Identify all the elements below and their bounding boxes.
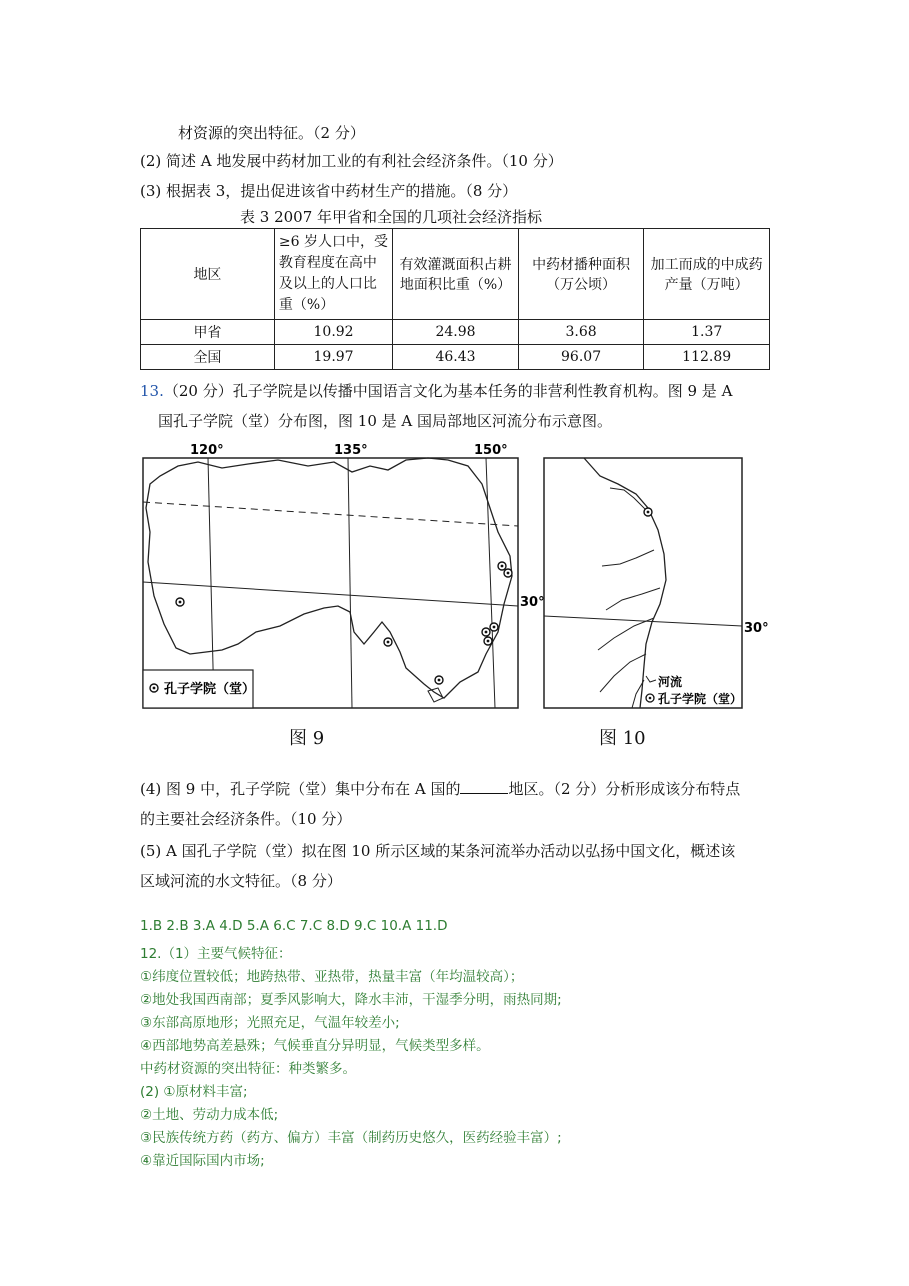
table-cell: 24.98 [393, 320, 519, 345]
figure-9-map [138, 436, 545, 716]
table-cell: 112.89 [644, 345, 770, 370]
table-cell: 1.37 [644, 320, 770, 345]
table-header-cell: 加工而成的中成药产量（万吨） [644, 229, 770, 320]
answer-line: ②土地、劳动力成本低; [140, 1107, 279, 1123]
answer-line: ④西部地势高差悬殊；气候垂直分异明显，气候类型多样。 [140, 1038, 490, 1054]
table-header-cell: 中药材播种面积（万公顷） [518, 229, 644, 320]
legend-institute: 孔子学院（堂） [164, 682, 256, 697]
question-13-line: 国孔子学院（堂）分布图，图 10 是 A 国局部地区河流分布示意图。 [158, 412, 612, 430]
figure-10-caption: 图 10 [599, 728, 646, 749]
answer-line: ②地处我国西南部；夏季风影响大，降水丰沛，干湿季分明，雨热同期; [140, 992, 562, 1008]
latitude-label: 30° [744, 621, 769, 636]
table-row [141, 345, 770, 370]
table-caption: 表 3 2007 年甲省和全国的几项社会经济指标 [240, 208, 543, 226]
table-cell: 46.43 [393, 345, 519, 370]
table-cell: 10.92 [274, 320, 392, 345]
table-cell: 甲省 [141, 320, 275, 345]
legend-institute: 孔子学院（堂） [658, 692, 743, 706]
legend-river: 河流 [658, 675, 683, 689]
table-cell: 19.97 [274, 345, 392, 370]
question-4-line: 的主要社会经济条件。（10 分） [140, 810, 352, 828]
table-row [141, 320, 770, 345]
figure-10-map [540, 454, 776, 716]
question-5-line: (5) A 国孔子学院（堂）拟在图 10 所示区域的某条河流举办活动以弘扬中国文化，概述该 [140, 842, 736, 860]
longitude-label: 135° [334, 443, 368, 458]
question-13-line [140, 380, 732, 401]
question-4-line [140, 778, 740, 799]
question-line: 材资源的突出特征。（2 分） [178, 124, 365, 142]
longitude-label: 120° [190, 443, 224, 458]
latitude-label: 30° [520, 595, 545, 610]
question-line: (2) 简述 A 地发展中药材加工业的有利社会经济条件。（10 分） [140, 152, 563, 170]
question-line: (3) 根据表 3，提出促进该省中药材生产的措施。（8 分） [140, 182, 518, 200]
answer-line: ①纬度位置较低；地跨热带、亚热带，热量丰富（年均温较高）； [140, 969, 524, 985]
table-cell: 3.68 [518, 320, 644, 345]
question-4-part2: 地区。（2 分）分析形成该分布特点 [508, 780, 741, 798]
stats-table [140, 228, 770, 370]
answer-choices: 1.B 2.B 3.A 4.D 5.A 6.C 7.C 8.D 9.C 10.A 11.D [140, 918, 448, 934]
answer-line: 12.（1）主要气候特征： [140, 946, 292, 962]
longitude-label: 150° [474, 443, 508, 458]
question-number: 13. [140, 382, 164, 400]
figure-9-caption: 图 9 [289, 728, 325, 749]
table-header-cell: 有效灌溉面积占耕地面积比重（%） [393, 229, 519, 320]
answer-line: 中药材资源的突出特征：种类繁多。 [140, 1061, 356, 1077]
question-5-line: 区域河流的水文特征。（8 分） [140, 872, 342, 890]
table-header-cell: ≥6 岁人口中，受教育程度在高中及以上的人口比重（%） [274, 229, 392, 320]
answer-line: ③民族传统方药（药方、偏方）丰富（制药历史悠久，医药经验丰富）; [140, 1130, 562, 1146]
answer-line: (2) ①原材料丰富; [140, 1084, 248, 1100]
table-cell: 全国 [141, 345, 275, 370]
table-cell: 96.07 [518, 345, 644, 370]
answer-line: ④靠近国际国内市场; [140, 1153, 265, 1169]
answer-blank[interactable] [460, 781, 508, 794]
answer-line: ③东部高原地形；光照充足，气温年较差小; [140, 1015, 400, 1031]
table-header-cell: 地区 [141, 229, 275, 320]
table-header-row [141, 229, 770, 320]
question-13-text: （20 分）孔子学院是以传播中国语言文化为基本任务的非营利性教育机构。图 9 是 A [163, 382, 733, 400]
question-4-part1: (4) 图 9 中，孔子学院（堂）集中分布在 A 国的 [140, 780, 461, 798]
